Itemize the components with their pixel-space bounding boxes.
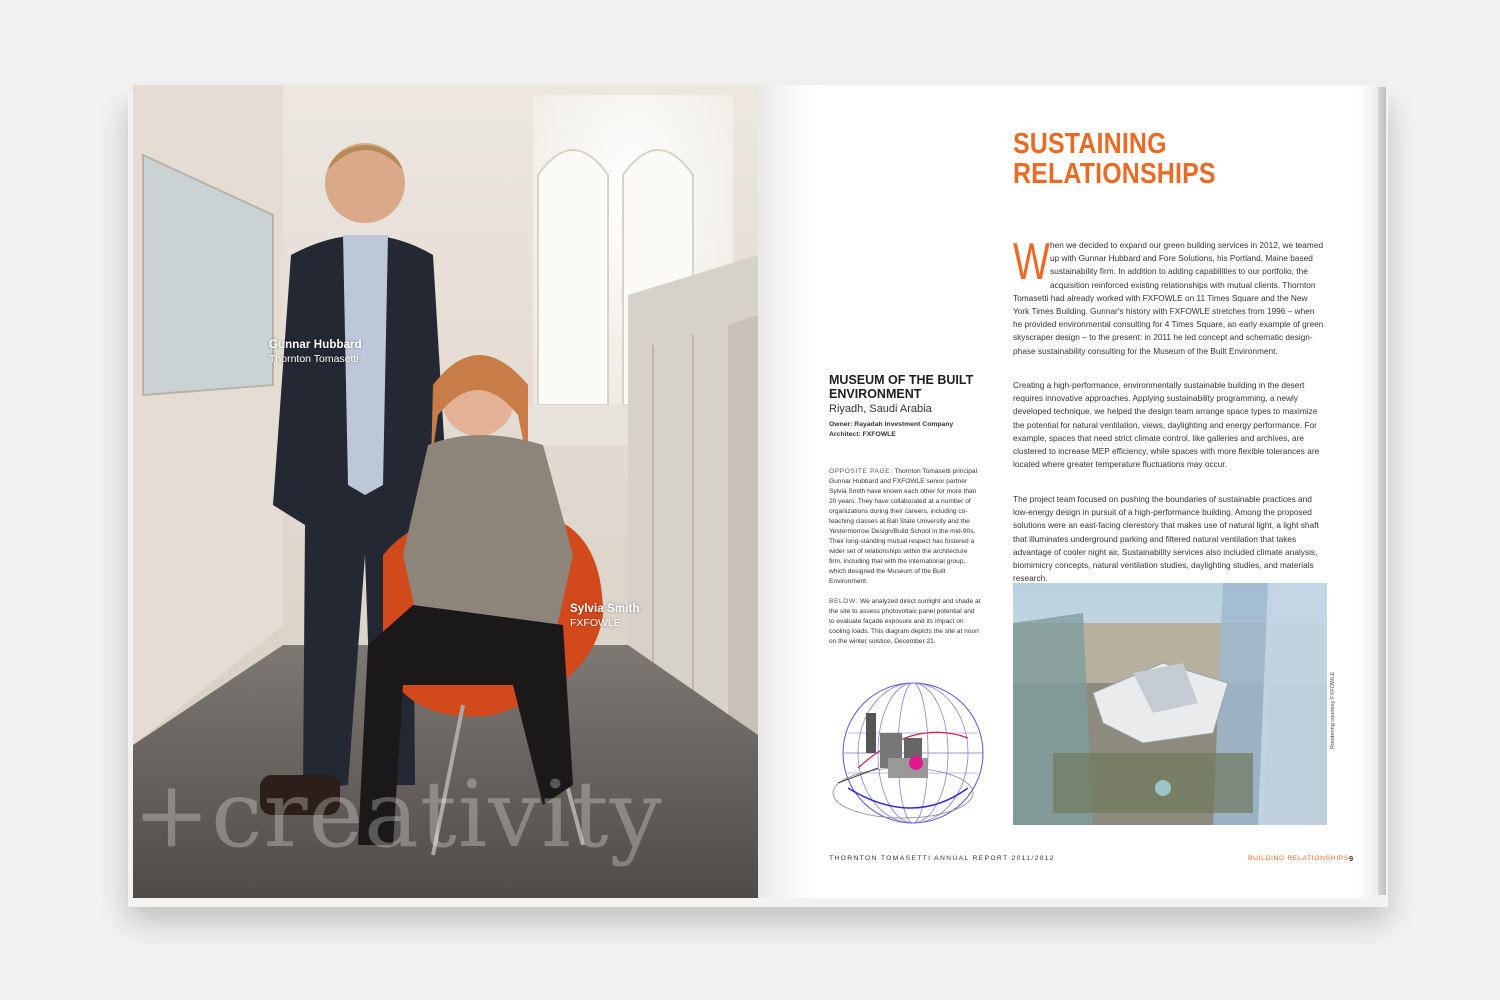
- sidenote-lead: BELOW:: [829, 598, 859, 605]
- caption-org-sylvia: FXFOWLE: [570, 617, 621, 629]
- sidenote-lead: OPPOSITE PAGE:: [829, 468, 893, 475]
- headline-line-1: SUSTAINING: [1013, 128, 1167, 160]
- caption-name-sylvia: Sylvia Smith: [570, 603, 640, 615]
- sidenote-text: Thornton Tomasetti principal Gunnar Hubbard and FXFOWLE senior partner Sylvia Smith have known each other for more than 20 years. They have collaborated at a number of organizations during their careers, including co-teaching classes at Ball State University and the Yestermorrow Design/Build School in the mid-90s. Their long-standing mutual respect has fostered a wider set of relationships within the architecture firm, including that with the international group, which designed the Museum of the Built Environment.: [829, 468, 978, 585]
- drop-cap: W: [1013, 233, 1050, 291]
- intro-paragraph: [1013, 233, 1325, 358]
- footer-section: BUILDING RELATIONSHIPS: [1248, 855, 1350, 862]
- right-page: [758, 85, 1380, 898]
- project-title: MUSEUM OF THE BUILT ENVIRONMENT: [829, 373, 974, 401]
- caption-name-gunnar: Gunnar Hubbard: [269, 339, 362, 351]
- rendering-credit: Rendering courtesy FXFOWLE: [1330, 671, 1336, 749]
- creativity-watermark: +creativity: [133, 761, 663, 868]
- project-location: Riyadh, Saudi Arabia: [829, 403, 932, 415]
- project-owner: Owner: Rayadah Investment Company: [829, 421, 954, 428]
- left-page-photo: [133, 85, 758, 898]
- page-headline: [1013, 129, 1216, 189]
- caption-org-gunnar: Thornton Tomasetti: [269, 353, 359, 365]
- page-edge: [1378, 87, 1386, 895]
- headline-line-2: RELATIONSHIPS: [1013, 158, 1216, 190]
- paragraph-2: Creating a high-performance, environmentally sustainable building in the desert requires innovative approaches. Applying sustainability programming, a newly developed technique, we helped the design team arrange space types to maximize the potential for natural ventilation, views, daylighting and energy performance. For example, spaces that need strict climate control, like galleries and archives, are clustered to increase MEP efficiency, while spaces with more flexible tolerances are located where greater temperature fluctuations may occur.: [1013, 380, 1320, 470]
- sidenote-opposite-page: [829, 467, 981, 587]
- page-number: 9: [1349, 854, 1354, 863]
- paragraph-3: The project team focused on pushing the boundaries of sustainable practices and low-energy design in pursuit of a high-performance building. Among the proposed solutions were an east-facing clerestory that makes use of natural light, a light shaft that illuminates underground parking and filtered natural ventilation that takes advantage of cooler night air. Sustainability services also included climate analysis, biomimicry concepts, natural ventilation studies, daylighting studies, and materials research.: [1013, 494, 1319, 584]
- paragraph-1: hen we decided to expand our green building services in 2012, we teamed up with Gunnar Hubbard and Fore Solutions, his Portland, Maine based sustainability firm. In addition to adding capabilities to our portfolio, the acquisition reinforced existing relationships with mutual clients. Thornton Tomasetti had already worked with FXFOWLE on 11 Times Square and the New York Times Building. Gunnar's history with FXFOWLE stretches from 1996 – when he provided environmental consulting for 4 Times Square, an early example of green skyscraper design – to the present: in 2011 he led concept and schematic design-phase sustainability consulting for the Museum of the Built Environment.: [1013, 240, 1324, 356]
- footer-publication: THORNTON TOMASETTI ANNUAL REPORT 2011/2012: [829, 855, 1055, 862]
- sidenote-text: We analyzed direct sunlight and shade at the site to assess photovoltaic panel potential and to evaluate façade exposure and its impact on cooling loads. This diagram depicts the site at noon on the winter solstice, December 21.: [829, 598, 981, 645]
- project-architect: Architect: FXFOWLE: [829, 431, 896, 438]
- museum-rendering: [1013, 583, 1327, 825]
- sidenote-below: [829, 597, 981, 647]
- sun-path-diagram: [818, 678, 988, 838]
